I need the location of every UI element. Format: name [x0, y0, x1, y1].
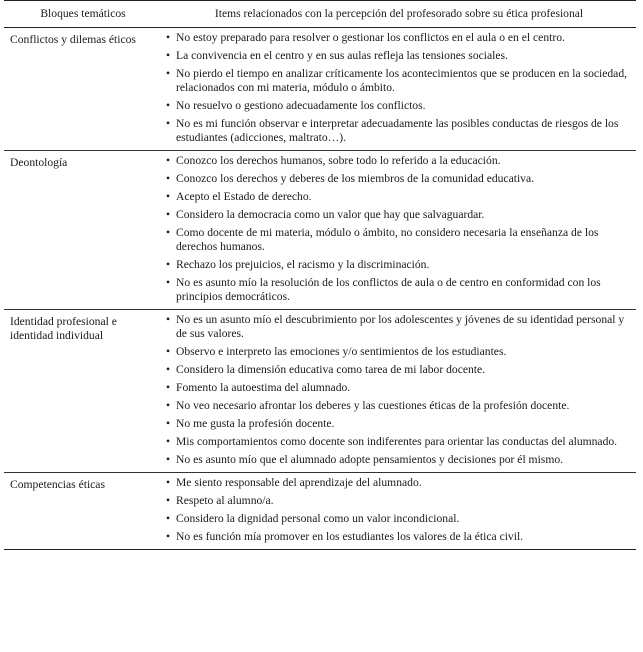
header-row	[4, 1, 636, 28]
block-identidad	[4, 310, 636, 473]
items-cell	[162, 473, 636, 550]
list-item: • Fomento la autoestima del alumnado.	[166, 380, 636, 398]
theme-cell: Deontología	[4, 151, 162, 310]
list-item: • Observo e interpreto las emociones y/o sentimientos de los estudiantes.	[166, 344, 636, 362]
header-themes: Bloques temáticos	[4, 1, 162, 28]
theme-cell: Conflictos y dilemas éticos	[4, 28, 162, 151]
block-deontologia	[4, 151, 636, 310]
list-item: • Acepto el Estado de derecho.	[166, 189, 636, 207]
list-item: • No es un asunto mío el descubrimiento por los adolescentes y jóvenes de su identidad personal y de sus valores.	[166, 312, 636, 344]
theme-cell: Competencias éticas	[4, 473, 162, 550]
item-list	[166, 312, 636, 470]
list-item: • No veo necesario afrontar los deberes y las cuestiones éticas de la profesión docente.	[166, 398, 636, 416]
theme-cell: Identidad profesional e identidad individual	[4, 310, 162, 473]
list-item: • Rechazo los prejuicios, el racismo y la discriminación.	[166, 257, 636, 275]
list-item: • No me gusta la profesión docente.	[166, 416, 636, 434]
items-cell	[162, 28, 636, 151]
list-item: • No pierdo el tiempo en analizar críticamente los acontecimientos que se producen en la sociedad, relacionados con mi materia, módulo o ámbito.	[166, 66, 636, 98]
item-list	[166, 153, 636, 307]
list-item: • Mis comportamientos como docente son indiferentes para orientar las conductas del alumnado.	[166, 434, 636, 452]
items-cell	[162, 310, 636, 473]
list-item: • Conozco los derechos humanos, sobre todo lo referido a la educación.	[166, 153, 636, 171]
list-item: • Considero la dignidad personal como un valor incondicional.	[166, 511, 636, 529]
list-item: • No es mi función observar e interpretar adecuadamente las posibles conductas de riesgos de los estudiantes (adicciones, maltrato…).	[166, 116, 636, 148]
items-cell	[162, 151, 636, 310]
list-item: • No es asunto mío que el alumnado adopte pensamientos y decisiones por él mismo.	[166, 452, 636, 470]
list-item: • Como docente de mi materia, módulo o ámbito, no considero necesaria la enseñanza de los derechos humanos.	[166, 225, 636, 257]
list-item: • Respeto al alumno/a.	[166, 493, 636, 511]
list-item: • No es función mía promover en los estudiantes los valores de la ética civil.	[166, 529, 636, 547]
block-conflictos	[4, 28, 636, 151]
list-item: • Conozco los derechos y deberes de los miembros de la comunidad educativa.	[166, 171, 636, 189]
header-items: Items relacionados con la percepción del profesorado sobre su ética profesional	[162, 1, 636, 28]
list-item: • Considero la dimensión educativa como tarea de mi labor docente.	[166, 362, 636, 380]
list-item: • No resuelvo o gestiono adecuadamente los conflictos.	[166, 98, 636, 116]
item-list	[166, 475, 636, 547]
list-item: • La convivencia en el centro y en sus aulas refleja las tensiones sociales.	[166, 48, 636, 66]
list-item: • No estoy preparado para resolver o gestionar los conflictos en el aula o en el centro.	[166, 30, 636, 48]
list-item: • Me siento responsable del aprendizaje del alumnado.	[166, 475, 636, 493]
list-item: • No es asunto mío la resolución de los conflictos de aula o de centro en conformidad con los principios democráticos.	[166, 275, 636, 307]
list-item: • Considero la democracia como un valor que hay que salvaguardar.	[166, 207, 636, 225]
ethics-items-table	[4, 0, 636, 550]
item-list	[166, 30, 636, 148]
block-competencias	[4, 473, 636, 550]
